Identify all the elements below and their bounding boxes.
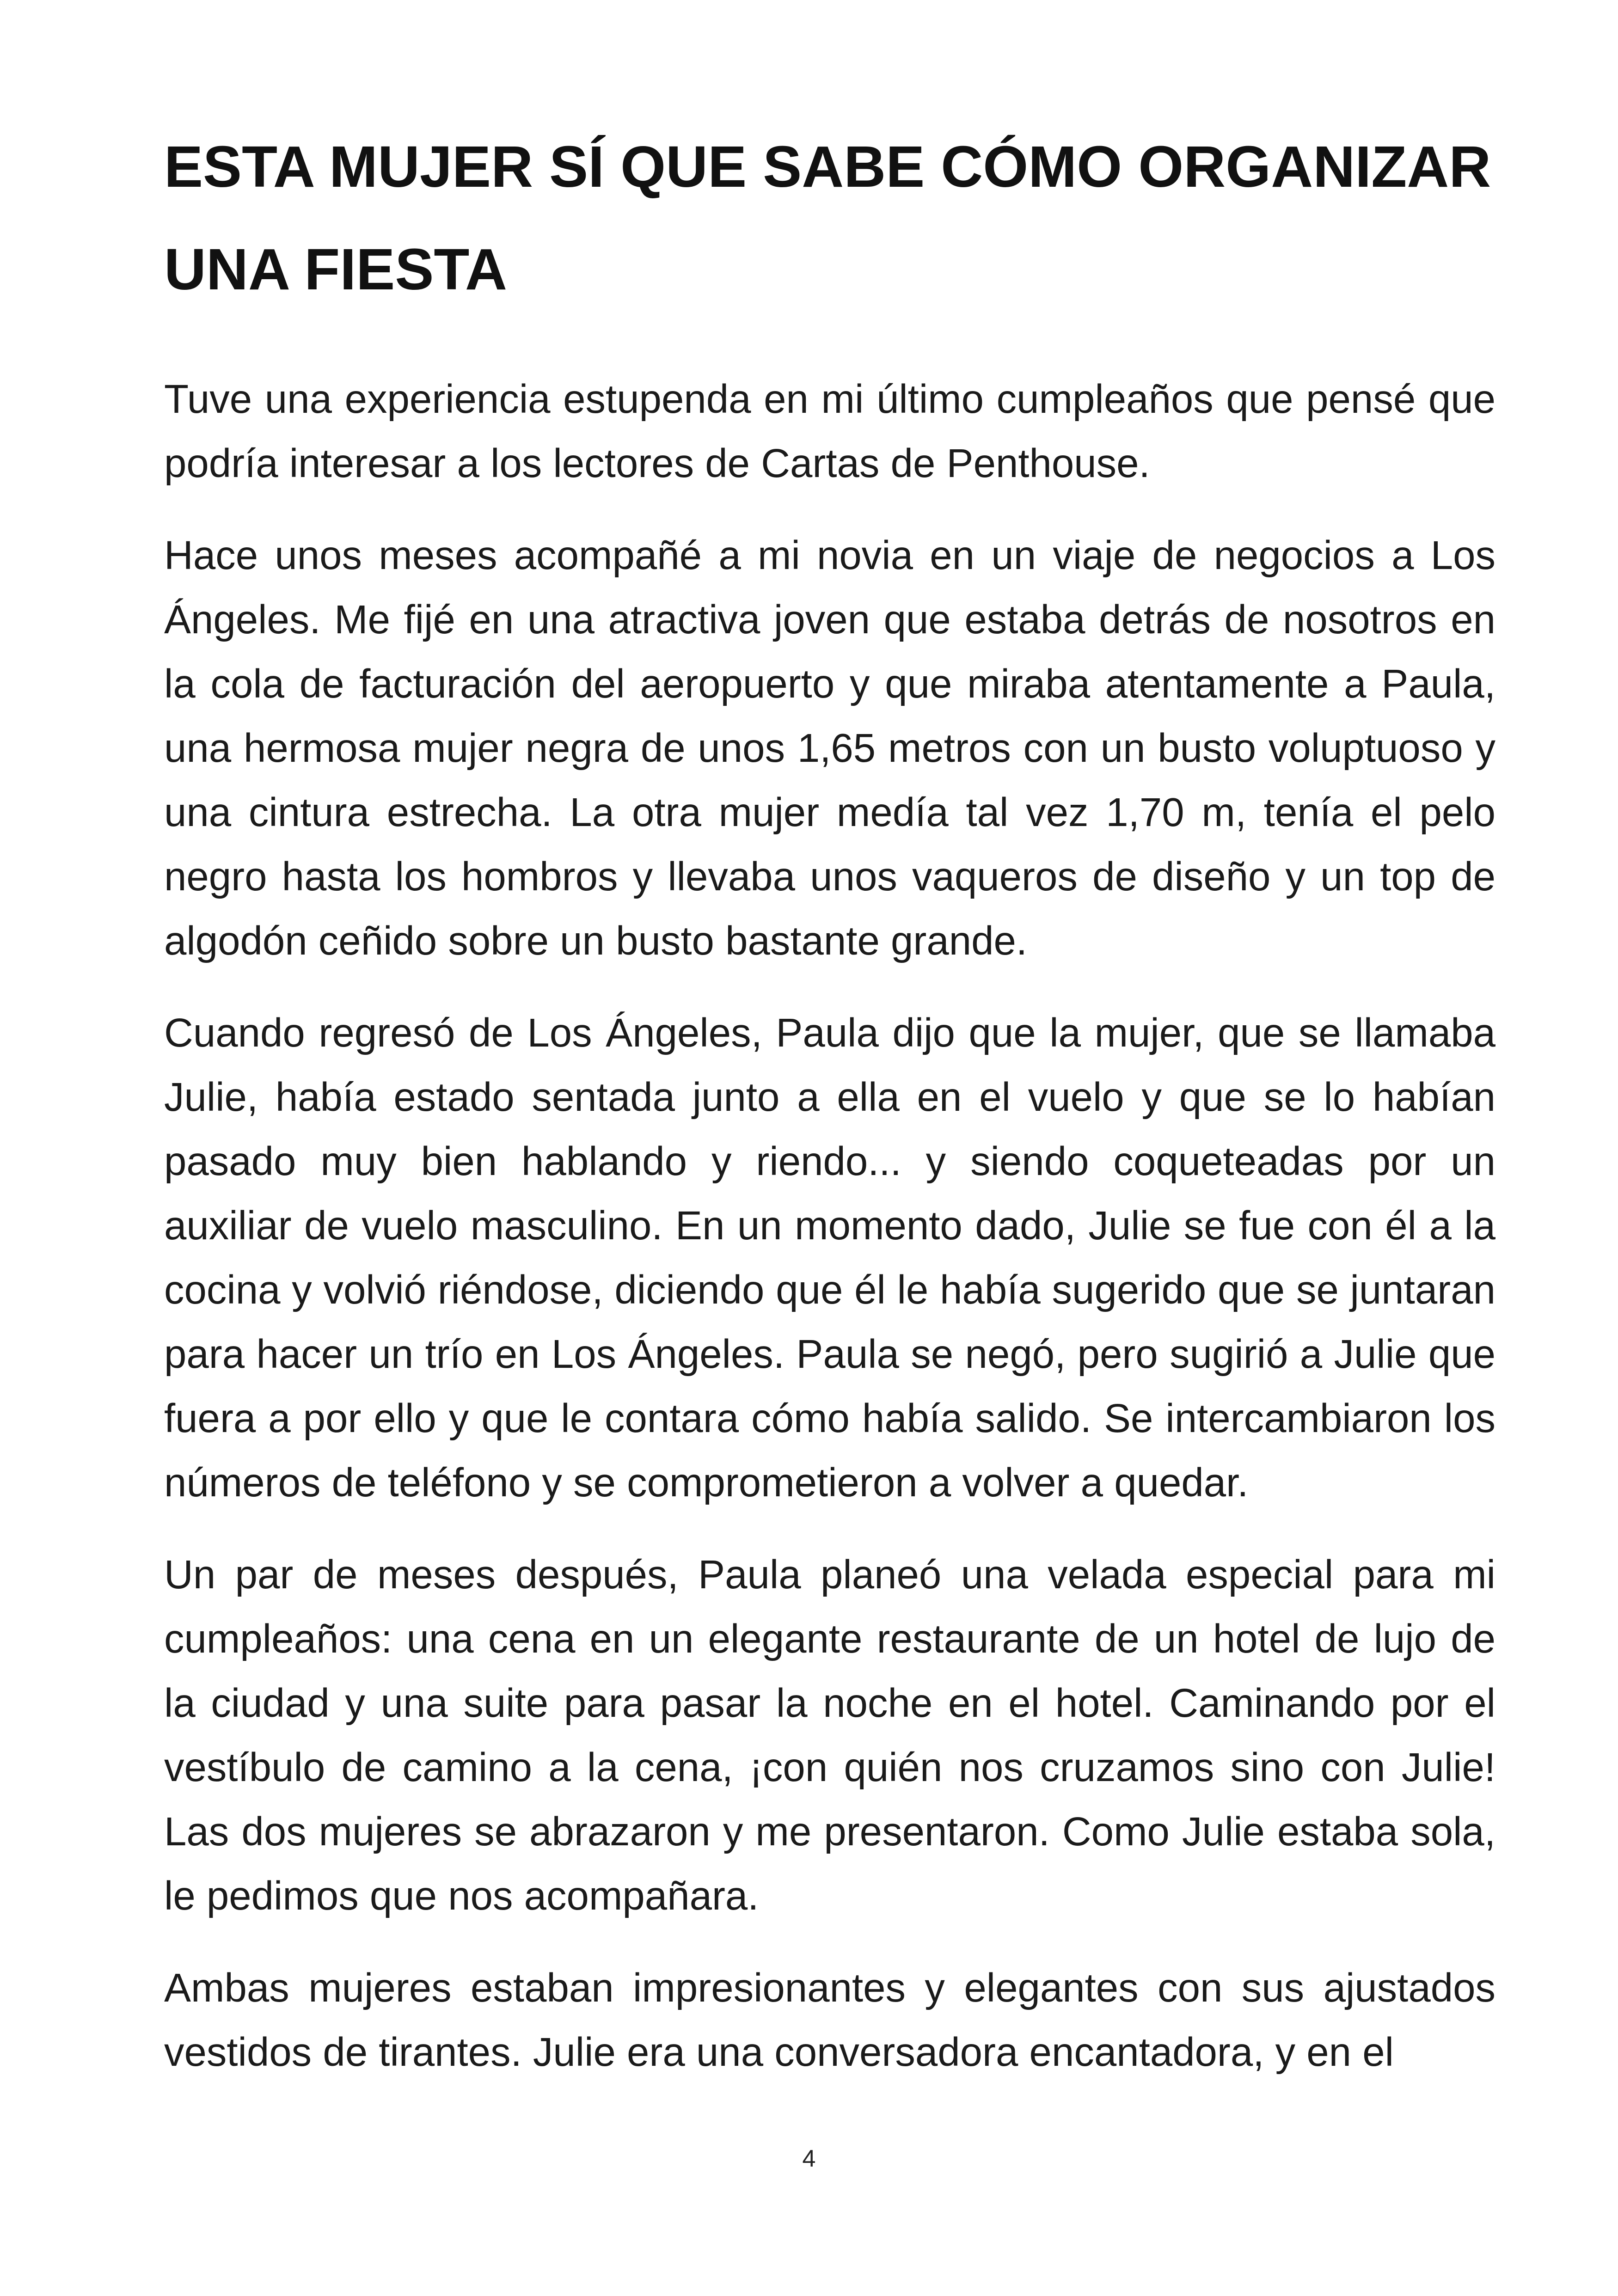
page-title: ESTA MUJER SÍ QUE SABE CÓMO ORGANIZAR UNA FIESTA <box>164 134 1491 302</box>
paragraph: Un par de meses después, Paula planeó una velada especial para mi cumpleaños: una cena en un elegante restaurante de un hotel de lujo de la ciudad y una suite para pasar la noche en el hotel. Caminando por el vestíbulo de camino a la cena, ¡con quién nos cruzamos sino con Julie! Las dos mujeres se abrazaron y me presentaron. Como Julie estaba sola, le pedimos que nos acompañara. <box>164 1552 1495 1918</box>
body-text <box>164 367 1495 2084</box>
page-number: 4 <box>802 2145 816 2172</box>
document-page <box>164 116 1495 2112</box>
paragraph: Tuve una experiencia estupenda en mi último cumpleaños que pensé que podría interesar a los lectores de Cartas de Penthouse. <box>164 377 1495 486</box>
paragraph: Cuando regresó de Los Ángeles, Paula dijo que la mujer, que se llamaba Julie, había estado sentada junto a ella en el vuelo y que se lo habían pasado muy bien hablando y riendo... y siendo coqueteadas por un auxiliar de vuelo masculino. En un momento dado, Julie se fue con él a la cocina y volvió riéndose, diciendo que él le había sugerido que se juntaran para hacer un trío en Los Ángeles. Paula se negó, pero sugirió a Julie que fuera a por ello y que le contara cómo había salido. Se intercambiaron los números de teléfono y se comprometieron a volver a quedar. <box>164 1010 1495 1505</box>
paragraph: Hace unos meses acompañé a mi novia en un viaje de negocios a Los Ángeles. Me fijé en una atractiva joven que estaba detrás de nosotros en la cola de facturación del aeropuerto y que miraba atentamente a Paula, una hermosa mujer negra de unos 1,65 metros con un busto voluptuoso y una cintura estrecha. La otra mujer medía tal vez 1,70 m, tenía el pelo negro hasta los hombros y llevaba unos vaqueros de diseño y un top de algodón ceñido sobre un busto bastante grande. <box>164 533 1495 963</box>
paragraph: Ambas mujeres estaban impresionantes y elegantes con sus ajustados vestidos de tirantes. Julie era una conversadora encantadora, y en el <box>164 1965 1495 2075</box>
